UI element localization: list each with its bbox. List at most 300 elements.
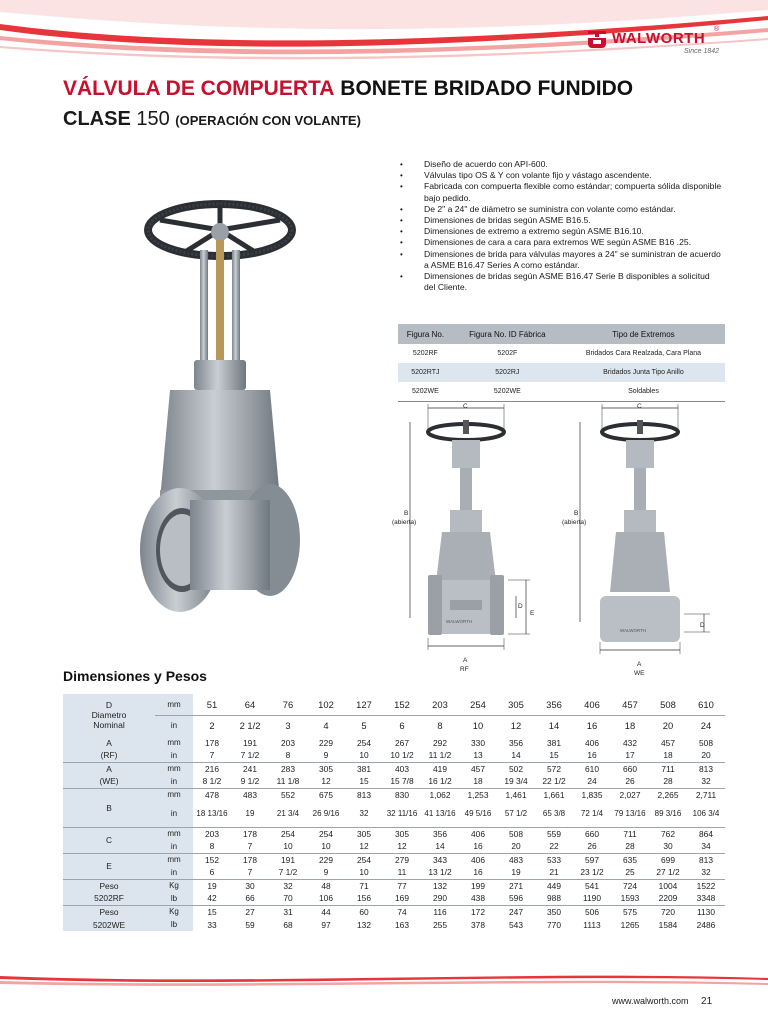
table-cell: 191 (243, 737, 257, 748)
row-unit: mm (155, 736, 193, 749)
table-cell: 30 (231, 879, 269, 892)
table-cell: 74 (383, 905, 421, 918)
dimension-label-b: B (404, 510, 409, 517)
table-cell: 864 (687, 827, 725, 840)
row-label: A (63, 762, 155, 775)
table-cell: 66 (245, 893, 255, 904)
table-cell: 419 (421, 762, 459, 775)
bottom-decorative-swoosh (0, 968, 768, 988)
table-cell: 19 3/4 (504, 776, 528, 787)
logo-since: Since 1842 (684, 48, 720, 55)
table-cell: 21 3/4 (276, 809, 300, 819)
nominal-size-cell: 356 (546, 698, 562, 710)
nominal-size-cell: 4 (307, 715, 345, 736)
row-label: Peso (63, 879, 155, 892)
table-cell: 14 (511, 750, 521, 761)
table-cell: 1593 (620, 893, 640, 904)
table-cell: 32 (269, 879, 307, 892)
table-cell: 356 (509, 737, 523, 748)
table-cell: 711 (611, 827, 649, 840)
table-cell: 1,253 (459, 788, 497, 801)
nominal-size-cell: 64 (244, 698, 256, 710)
feature-item: • Dimensiones de cara a cara para extremos WE según ASME B16 .25. (398, 237, 723, 248)
table-row (63, 788, 725, 801)
nominal-size-cell: 305 (508, 698, 524, 710)
table-cell: 449 (535, 879, 573, 892)
feature-item: • De 2" a 24" de diámetro se suministra con volante como estándar. (398, 204, 723, 215)
table-cell: 2486 (696, 919, 716, 930)
table-cell: 44 (307, 905, 345, 918)
table-cell: 17 (625, 750, 635, 761)
table-cell: 8 (285, 750, 291, 761)
figtable-cell: Bridados Cara Realzada, Cara Plana (585, 350, 702, 357)
table-cell: 9 (323, 867, 329, 878)
row-label: B (63, 788, 155, 827)
dimension-label-e: E (530, 610, 535, 617)
table-cell: 724 (611, 879, 649, 892)
table-cell: 762 (649, 827, 687, 840)
nominal-size-cell: 16 (573, 715, 611, 736)
row-label: (WE) (63, 775, 155, 788)
row-unit: mm (155, 762, 193, 775)
dimension-label-a-note: RF (460, 666, 469, 673)
table-cell: 406 (585, 737, 599, 748)
table-cell: 106 (319, 893, 333, 904)
table-header-row (63, 694, 725, 715)
table-cell: 22 (549, 841, 559, 852)
table-row (398, 382, 725, 402)
nominal-size-cell: 18 (611, 715, 649, 736)
table-cell: 11 (397, 867, 407, 878)
table-cell: 32 (359, 809, 369, 819)
table-row (63, 775, 725, 788)
dimension-label-d: D (518, 603, 523, 610)
table-cell: 432 (623, 737, 637, 748)
table-cell: 381 (547, 737, 561, 748)
nominal-size-cell: 6 (383, 715, 421, 736)
table-cell: 2,265 (649, 788, 687, 801)
dimension-label-c: C (463, 403, 468, 410)
header-label-line: Nominal (93, 720, 125, 730)
table-cell: 635 (611, 853, 649, 866)
table-cell: 26 (625, 776, 635, 787)
nominal-size-cell: 10 (459, 715, 497, 736)
table-cell: 502 (497, 762, 535, 775)
title-red-part: VÁLVULA DE COMPUERTA (63, 77, 335, 100)
table-cell: 2209 (658, 893, 678, 904)
nominal-diameter-header (63, 694, 155, 736)
table-cell: 10 1/2 (390, 750, 414, 761)
figtable-cell: 5202RTJ (398, 363, 453, 382)
table-cell: 60 (345, 905, 383, 918)
table-cell: 660 (611, 762, 649, 775)
table-cell: 478 (193, 788, 231, 801)
table-cell: 541 (573, 879, 611, 892)
header-unit-mm: mm (155, 694, 193, 715)
nominal-size-cell: 20 (649, 715, 687, 736)
table-cell: 22 1/2 (542, 776, 566, 787)
table-cell: 13 (473, 750, 483, 761)
nominal-size-cell: 254 (470, 698, 486, 710)
table-cell: 378 (471, 919, 485, 930)
row-label: E (63, 853, 155, 879)
table-cell: 25 (625, 867, 635, 878)
table-cell: 30 (663, 841, 673, 852)
table-cell: 178 (205, 737, 219, 748)
table-cell: 21 (549, 867, 559, 878)
rf-dimension-diagram (390, 400, 560, 690)
row-unit: Kg (155, 905, 193, 918)
table-row (398, 363, 725, 382)
table-cell: 42 (207, 893, 217, 904)
dimensions-title: Dimensiones y Pesos (63, 668, 207, 684)
table-cell: 610 (573, 762, 611, 775)
figtable-header: Tipo de Extremos (562, 324, 725, 344)
table-cell: 34 (701, 841, 711, 852)
table-cell: 403 (383, 762, 421, 775)
table-cell: 8 (209, 841, 215, 852)
table-cell: 7 (247, 841, 253, 852)
row-unit: in (155, 801, 193, 827)
table-cell: 19 (245, 809, 255, 819)
table-cell: 813 (687, 762, 725, 775)
nominal-size-cell: 406 (584, 698, 600, 710)
table-cell: 597 (573, 853, 611, 866)
body-plate-text: WALWORTH (620, 628, 647, 633)
we-diagram-drawing (560, 400, 720, 690)
table-cell: 49 5/16 (464, 809, 492, 819)
row-unit: in (155, 840, 193, 853)
table-cell: 18 13/16 (196, 809, 228, 819)
table-cell: 483 (497, 853, 535, 866)
table-cell: 1004 (649, 879, 687, 892)
table-cell: 675 (307, 788, 345, 801)
figtable-cell: 5202RJ (453, 363, 562, 382)
table-cell: 132 (421, 879, 459, 892)
table-cell: 59 (245, 919, 255, 930)
table-cell: 254 (269, 827, 307, 840)
table-cell: 12 (397, 841, 407, 852)
table-cell: 71 (345, 879, 383, 892)
figtable-cell: 5202F (497, 350, 518, 357)
table-cell: 1130 (687, 905, 725, 918)
class-number: 150 (136, 108, 170, 130)
row-label: 5202WE (63, 918, 155, 931)
table-cell: 178 (231, 827, 269, 840)
table-cell: 10 (283, 841, 293, 852)
table-row (63, 827, 725, 840)
table-cell: 356 (421, 827, 459, 840)
table-cell: 156 (357, 893, 371, 904)
nominal-size-cell: 203 (432, 698, 448, 710)
row-label: (RF) (63, 749, 155, 762)
table-cell: 406 (459, 827, 497, 840)
table-cell: 988 (547, 893, 561, 904)
table-cell: 172 (459, 905, 497, 918)
table-row (63, 866, 725, 879)
table-cell: 23 1/2 (580, 867, 604, 878)
walworth-emblem-icon (586, 28, 608, 48)
table-cell: 15 7/8 (390, 776, 414, 787)
nominal-size-cell: 12 (497, 715, 535, 736)
table-cell: 350 (535, 905, 573, 918)
table-cell: 457 (661, 737, 675, 748)
row-unit: mm (155, 788, 193, 801)
nominal-size-cell: 457 (622, 698, 638, 710)
table-cell: 254 (345, 853, 383, 866)
table-row (398, 344, 725, 363)
table-cell: 68 (283, 919, 293, 930)
dimension-label-a-note: WE (634, 670, 645, 677)
table-cell: 16 (473, 867, 483, 878)
table-cell: 70 (283, 893, 293, 904)
table-cell: 15 (359, 776, 369, 787)
table-cell: 305 (345, 827, 383, 840)
table-cell: 343 (421, 853, 459, 866)
table-cell: 596 (509, 893, 523, 904)
figtable-cell: Soldables (562, 382, 725, 402)
table-cell: 8 1/2 (202, 776, 222, 787)
dimension-label-b-note: (abierta) (562, 519, 587, 526)
table-cell: 2,027 (611, 788, 649, 801)
table-cell: 283 (269, 762, 307, 775)
row-unit: in (155, 866, 193, 879)
table-cell: 508 (497, 827, 535, 840)
table-cell: 10 (359, 867, 369, 878)
table-cell: 24 (587, 776, 597, 787)
figtable-cell: 5202WE (453, 382, 562, 402)
table-cell: 229 (319, 737, 333, 748)
table-cell: 18 (663, 750, 673, 761)
feature-item: • Fabricada con compuerta flexible como estándar; compuerta sólida disponible bajo pedido. (398, 181, 723, 203)
table-cell: 1584 (658, 919, 678, 930)
table-cell: 552 (269, 788, 307, 801)
features-list (398, 159, 723, 293)
table-cell: 16 1/2 (428, 776, 452, 787)
dimension-label-a: A (637, 661, 642, 668)
row-unit: lb (155, 918, 193, 931)
table-cell: 271 (497, 879, 535, 892)
feature-item: • Diseño de acuerdo con API-600. (398, 159, 723, 170)
table-cell: 28 (663, 776, 673, 787)
row-label: A (63, 736, 155, 749)
table-cell: 1113 (583, 919, 601, 930)
table-cell: 406 (459, 853, 497, 866)
body-plate-text: WALWORTH (446, 619, 473, 624)
walworth-logo (582, 26, 742, 62)
table-cell: 27 (231, 905, 269, 918)
table-cell: 279 (383, 853, 421, 866)
table-row (63, 853, 725, 866)
we-dimension-diagram (560, 400, 720, 690)
table-cell: 12 (321, 776, 331, 787)
table-cell: 830 (383, 788, 421, 801)
table-cell: 770 (547, 919, 561, 930)
table-cell: 7 1/2 (240, 750, 260, 761)
nominal-size-cell: 102 (318, 698, 334, 710)
rf-diagram-drawing (390, 400, 560, 690)
table-cell: 89 3/16 (654, 809, 682, 819)
table-cell: 15 (549, 750, 559, 761)
table-cell: 65 3/8 (542, 809, 566, 819)
table-cell: 152 (193, 853, 231, 866)
figtable-cell: Bridados Junta Tipo Anillo (562, 363, 725, 382)
figtable-header: Figura No. ID Fábrica (453, 324, 562, 344)
table-cell: 203 (193, 827, 231, 840)
logo-registered-mark: ® (714, 26, 720, 33)
table-cell: 813 (687, 853, 725, 866)
nominal-size-cell: 127 (356, 698, 372, 710)
table-cell: 508 (699, 737, 713, 748)
table-cell: 199 (459, 879, 497, 892)
table-row (63, 749, 725, 762)
table-cell: 7 1/2 (278, 867, 298, 878)
nominal-size-cell: 24 (687, 715, 725, 736)
row-unit: in (155, 775, 193, 788)
header-label-line: D (105, 700, 113, 710)
table-cell: 203 (281, 737, 295, 748)
table-cell: 41 13/16 (424, 809, 456, 819)
table-row (63, 892, 725, 905)
dimension-label-d: D (700, 622, 705, 629)
feature-item: • Dimensiones de brida para válvulas mayores a 24" se suministran de acuerdo a ASME B16.47 Series A como estándar. (398, 249, 723, 271)
table-cell: 438 (471, 893, 485, 904)
row-label: Peso (63, 905, 155, 918)
table-cell: 216 (193, 762, 231, 775)
table-cell: 48 (307, 879, 345, 892)
table-cell: 72 1/4 (580, 809, 604, 819)
table-cell: 19 (193, 879, 231, 892)
table-row (63, 762, 725, 775)
row-unit: lb (155, 892, 193, 905)
table-cell: 1190 (582, 893, 601, 904)
figtable-header: Figura No. (398, 324, 453, 344)
table-cell: 1522 (687, 879, 725, 892)
table-cell: 699 (649, 853, 687, 866)
table-cell: 57 1/2 (504, 809, 528, 819)
table-cell: 229 (307, 853, 345, 866)
table-row (63, 905, 725, 918)
table-cell: 16 (587, 750, 597, 761)
table-cell: 163 (395, 919, 409, 930)
dimension-label-b-note: (abierta) (392, 519, 417, 526)
table-cell: 15 (193, 905, 231, 918)
table-cell: 16 (473, 841, 483, 852)
row-label: 5202RF (63, 892, 155, 905)
table-cell: 813 (345, 788, 383, 801)
table-cell: 33 (207, 919, 217, 930)
header-unit-in: in (155, 715, 193, 736)
table-cell: 106 3/4 (692, 809, 720, 819)
class-label: CLASE (63, 108, 131, 130)
nominal-size-cell: 2 (193, 715, 231, 736)
table-cell: 720 (649, 905, 687, 918)
table-cell: 7 (247, 867, 253, 878)
table-cell: 19 (511, 867, 521, 878)
table-cell: 169 (395, 893, 409, 904)
feature-item: • Válvulas tipo OS & Y con volante fijo y vástago ascendente. (398, 170, 723, 181)
table-cell: 305 (307, 762, 345, 775)
table-cell: 7 (209, 750, 215, 761)
table-row (63, 736, 725, 749)
nominal-size-cell: 508 (660, 698, 676, 710)
table-cell: 255 (433, 919, 447, 930)
table-cell: 330 (471, 737, 485, 748)
nominal-size-cell: 51 (206, 698, 218, 710)
table-cell: 241 (231, 762, 269, 775)
page-footer (612, 996, 712, 1007)
table-cell: 1265 (620, 919, 640, 930)
table-cell: 1,835 (573, 788, 611, 801)
table-cell: 10 (359, 750, 369, 761)
nominal-size-cell: 2 1/2 (231, 715, 269, 736)
figtable-cell: 5202RF (412, 350, 438, 357)
table-cell: 506 (573, 905, 611, 918)
page-number: 21 (701, 996, 713, 1007)
header-label-line: Diametro (91, 710, 127, 720)
table-cell: 711 (649, 762, 687, 775)
table-cell: 381 (345, 762, 383, 775)
table-cell: 1,661 (535, 788, 573, 801)
table-cell: 191 (269, 853, 307, 866)
table-row (63, 879, 725, 892)
title-black-part: BONETE BRIDADO FUNDIDO (340, 77, 634, 100)
table-cell: 457 (459, 762, 497, 775)
table-cell: 11 1/8 (276, 776, 300, 787)
table-cell: 1,461 (497, 788, 535, 801)
nominal-size-cell: 152 (394, 698, 410, 710)
table-cell: 559 (535, 827, 573, 840)
table-cell: 533 (535, 853, 573, 866)
page-title (63, 77, 633, 101)
table-cell: 1,062 (421, 788, 459, 801)
table-cell: 13 1/2 (428, 867, 452, 878)
nominal-size-cell: 8 (421, 715, 459, 736)
table-cell: 14 (435, 841, 445, 852)
table-cell: 32 11/16 (386, 809, 418, 819)
table-cell: 12 (359, 841, 369, 852)
table-cell: 20 (511, 841, 521, 852)
footer-url: www.walworth.com (612, 996, 689, 1006)
table-cell: 28 (625, 841, 635, 852)
feature-item: • Dimensiones de bridas según ASME B16.47 Serie B disponibles a solicitud del Cliente. (398, 271, 723, 293)
table-cell: 18 (473, 776, 483, 787)
table-row (63, 801, 725, 827)
table-cell: 116 (421, 905, 459, 918)
table-cell: 9 1/2 (240, 776, 260, 787)
dimensions-table (63, 694, 725, 931)
table-row (63, 840, 725, 853)
table-cell: 575 (611, 905, 649, 918)
row-label: C (63, 827, 155, 853)
row-unit: mm (155, 827, 193, 840)
nominal-size-cell: 3 (269, 715, 307, 736)
logo-wordmark: WALWORTH (612, 30, 706, 47)
table-cell: 572 (535, 762, 573, 775)
nominal-size-cell: 5 (345, 715, 383, 736)
table-cell: 483 (231, 788, 269, 801)
dimension-label-c: C (637, 403, 642, 410)
table-cell: 20 (701, 750, 711, 761)
table-cell: 6 (209, 867, 215, 878)
table-cell: 254 (357, 737, 371, 748)
table-cell: 97 (321, 919, 331, 930)
table-cell: 27 1/2 (656, 867, 680, 878)
table-row (63, 918, 725, 931)
table-cell: 32 (701, 776, 711, 787)
table-cell: 11 1/2 (428, 750, 452, 761)
table-cell: 543 (509, 919, 523, 930)
